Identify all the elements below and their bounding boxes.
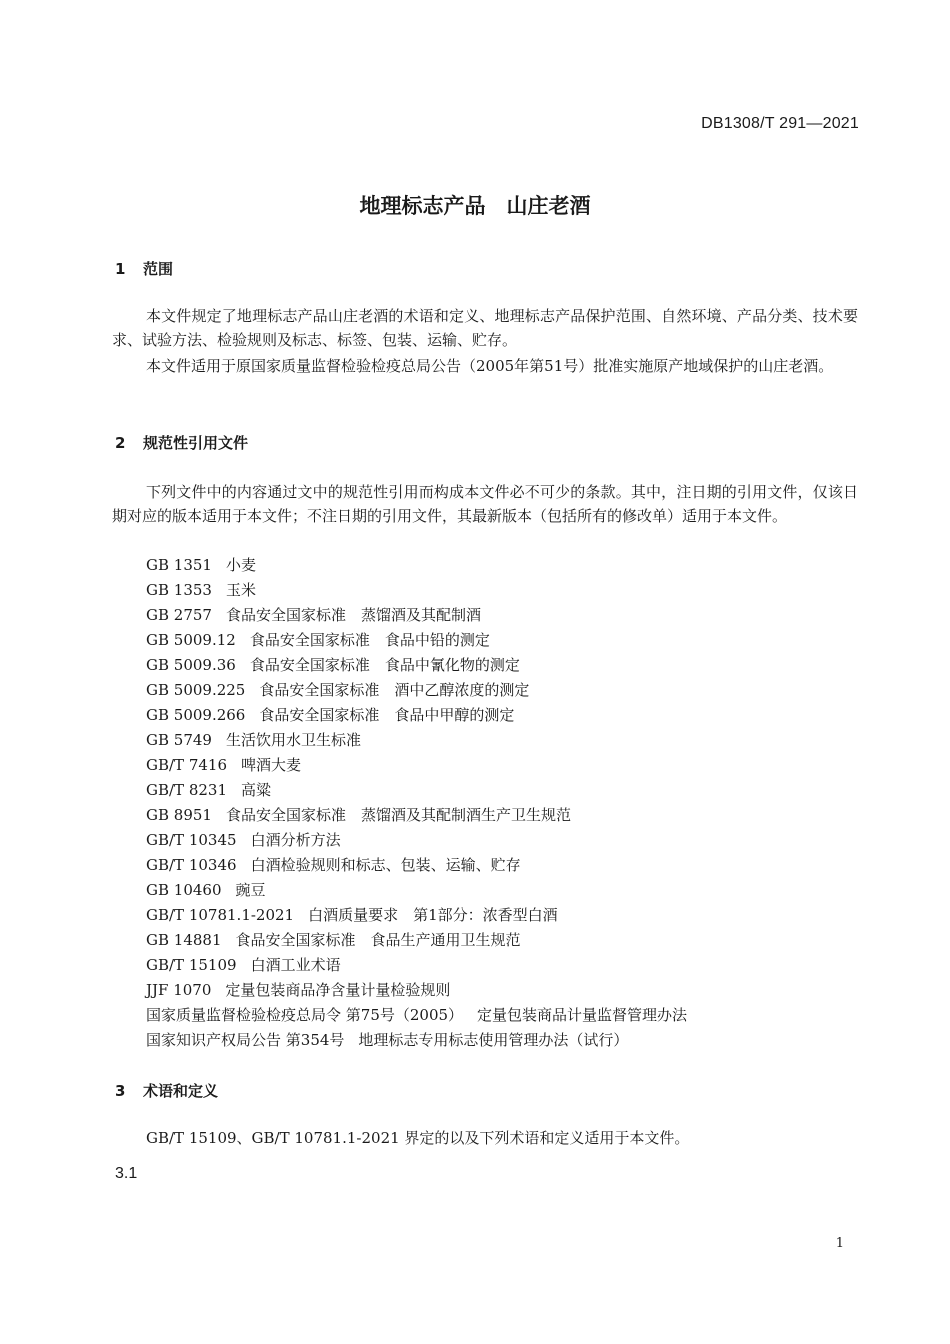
reference-item: GB 2757 食品安全国家标准 蒸馏酒及其配制酒 — [146, 606, 481, 624]
reference-list — [146, 553, 687, 1053]
reference-item: GB/T 10346 白酒检验规则和标志、包装、运输、贮存 — [146, 856, 521, 874]
reference-item: GB 1353 玉米 — [146, 581, 256, 599]
page-number: 1 — [835, 1236, 844, 1251]
section-1-heading — [115, 258, 173, 279]
reference-item: GB 14881 食品安全国家标准 食品生产通用卫生规范 — [146, 931, 521, 949]
section-title: 规范性引用文件 — [143, 434, 249, 452]
scope-paragraph-1: 本文件规定了地理标志产品山庄老酒的术语和定义、地理标志产品保护范围、自然环境、产品分类、技术要求、试验方法、检验规则及标志、标签、包装、运输、贮存。 — [112, 307, 858, 349]
reference-item: GB 10460 豌豆 — [146, 881, 266, 899]
section-number: 2 — [115, 434, 126, 452]
reference-item: GB 5009.266 食品安全国家标准 食品中甲醇的测定 — [146, 706, 515, 724]
reference-item: GB/T 10345 白酒分析方法 — [146, 831, 341, 849]
terms-paragraph: GB/T 15109、GB/T 10781.1-2021 界定的以及下列术语和定义适用于本文件。 — [146, 1129, 690, 1147]
normative-references-intro: 下列文件中的内容通过文中的规范性引用而构成本文件必不可少的条款。其中，注日期的引用文件，仅该日期对应的版本适用于本文件；不注日期的引用文件，其最新版本（包括所有的修改单）适用于本文件。 — [112, 483, 858, 525]
reference-item: GB/T 8231 高粱 — [146, 781, 272, 799]
reference-item: GB/T 10781.1-2021 白酒质量要求 第1部分：浓香型白酒 — [146, 906, 558, 924]
reference-item: 国家知识产权局公告 第354号 地理标志专用标志使用管理办法（试行） — [146, 1031, 629, 1049]
reference-item: GB 5009.225 食品安全国家标准 酒中乙醇浓度的测定 — [146, 681, 530, 699]
reference-item: GB 1351 小麦 — [146, 556, 256, 574]
reference-item: 国家质量监督检验检疫总局令 第75号（2005） 定量包装商品计量监督管理办法 — [146, 1006, 688, 1024]
reference-item: GB/T 15109 白酒工业术语 — [146, 956, 341, 974]
section-3-heading — [115, 1080, 218, 1101]
section-title: 术语和定义 — [143, 1082, 219, 1100]
reference-item: GB 5009.12 食品安全国家标准 食品中铅的测定 — [146, 631, 490, 649]
document-code: DB1308/T 291—2021 — [701, 115, 859, 132]
reference-item: GB 8951 食品安全国家标准 蒸馏酒及其配制酒生产卫生规范 — [146, 806, 571, 824]
document-title: 地理标志产品 山庄老酒 — [359, 194, 591, 218]
reference-item: JJF 1070 定量包装商品净含量计量检验规则 — [146, 981, 451, 999]
reference-item: GB 5749 生活饮用水卫生标准 — [146, 731, 361, 749]
clause-number: 3.1 — [115, 1165, 138, 1182]
section-2-heading — [115, 432, 248, 453]
section-number: 3 — [115, 1082, 126, 1100]
reference-item: GB 5009.36 食品安全国家标准 食品中氰化物的测定 — [146, 656, 520, 674]
reference-item: GB/T 7416 啤酒大麦 — [146, 756, 302, 774]
section-title: 范围 — [143, 260, 174, 278]
scope-paragraph-2: 本文件适用于原国家质量监督检验检疫总局公告（2005年第51号）批准实施原产地域保护的山庄老酒。 — [146, 357, 834, 375]
section-number: 1 — [115, 260, 126, 278]
